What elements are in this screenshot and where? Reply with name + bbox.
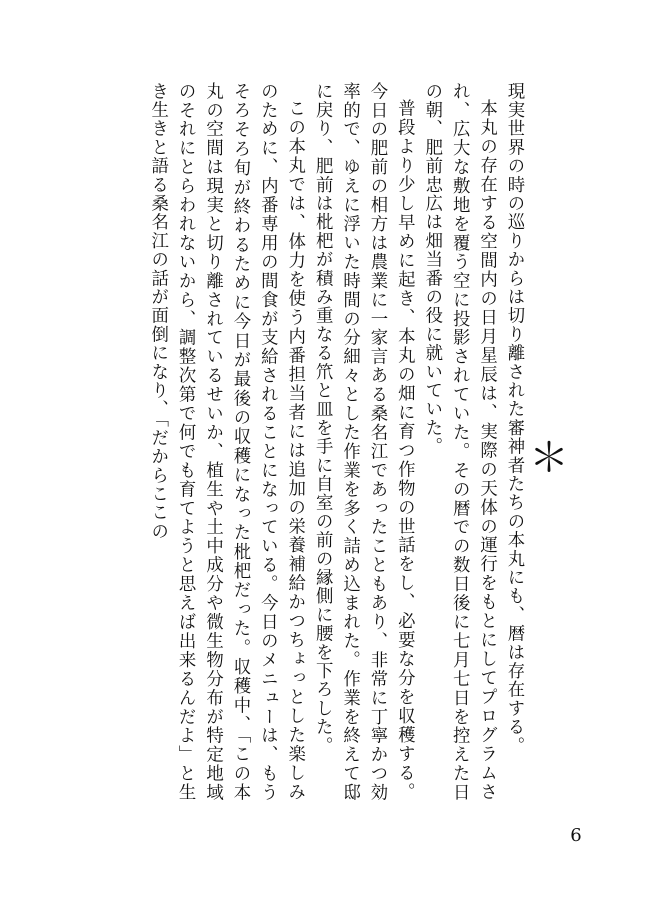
section-break-asterisk: ＊ bbox=[529, 435, 569, 481]
paragraph-1: 現実世界の時の巡りからは切り離された審神者たちの本丸にも、暦は存在する。 bbox=[504, 82, 524, 756]
page-number: 6 bbox=[570, 825, 582, 846]
paragraph-3: 普段より少し早めに起き、本丸の畑に育つ作物の世話をし、必要な分を収穫する。今日の肥前の相方は農業に一家言ある桑名江であったこともあり、非常に丁寧かつ効率的で、ゆえに浮いた時間の分細々とした作業を多く詰め込まれた。作業を終えて邸に戻り、肥前は枇杷が積み重なる笊と皿を手に自室の前の縁側に腰を下ろした。 bbox=[312, 82, 415, 802]
paragraph-2: 本丸の存在する空間内の日月星辰は、実際の天体の運行をもとにしてプログラムされ、広大な敷地を覆う空に投影されていた。その暦での数日後に七月七日を控えた日の朝、肥前忠広は畑当番の役に就いていた。 bbox=[421, 82, 497, 802]
paragraph-4: この本丸では、体力を使う内番担当者には追加の栄養補給かつちょっとした楽しみのために、内番専用の間食が支給されることになっている。今日のメニューは、もうそろそろ旬が終わるために今日が最後の収穫になった枇杷だった。収穫中、「この本丸の空間は現実と切り離されているせいか、植生や土中成分や微生物分布が特定地域のそれにとらわれないから、調整次第で何でも育てようと思えば出来るんだよ」と生き生きと語る桑名江の話が面倒になり、「だからここの bbox=[147, 82, 305, 802]
body-text bbox=[7, 82, 527, 802]
